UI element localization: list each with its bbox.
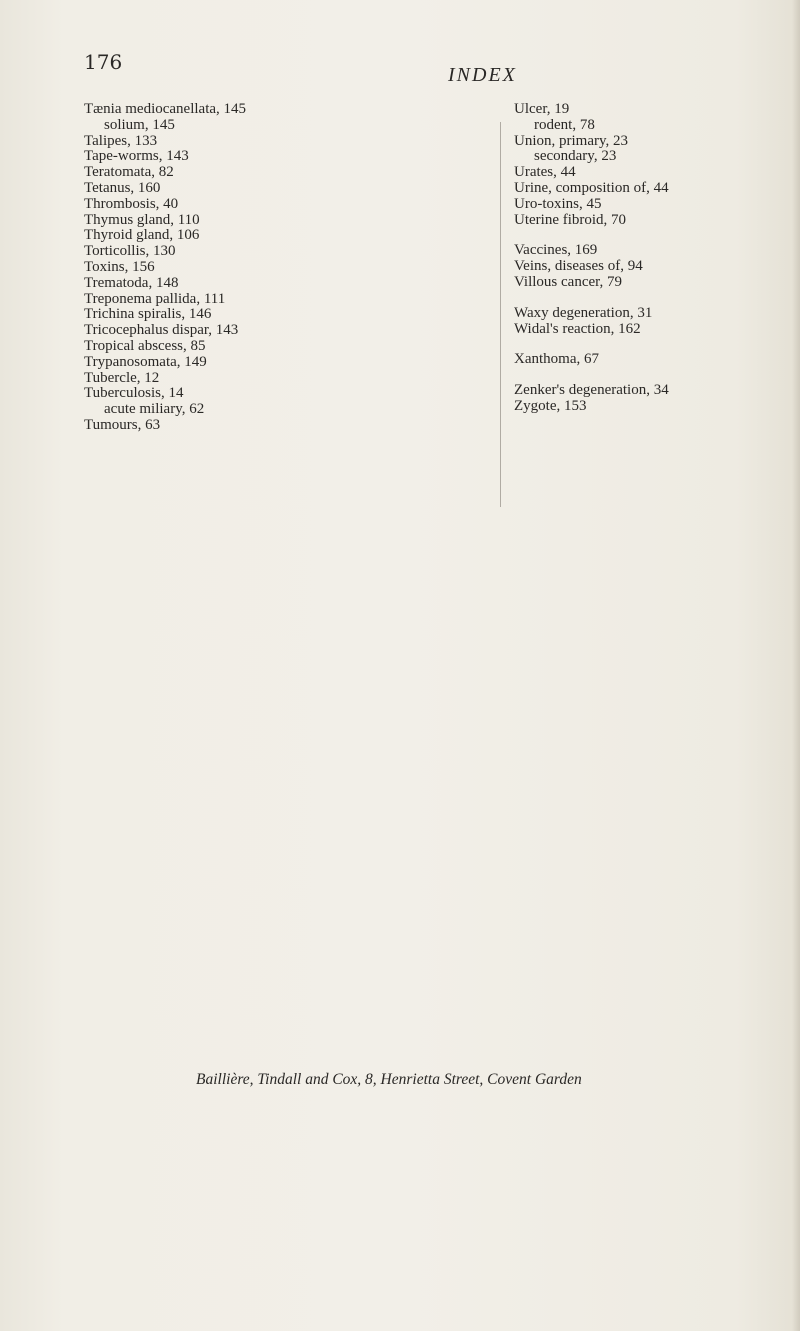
page-edge-shadow xyxy=(792,0,800,1331)
index-entry: Teratomata, 82 xyxy=(84,164,174,181)
index-subentry: acute miliary, 62 xyxy=(104,401,205,418)
index-entry: Trypanosomata, 149 xyxy=(84,353,207,370)
index-column-right xyxy=(514,102,774,415)
index-entry: Tumours, 63 xyxy=(84,416,161,433)
index-entry: Urates, 44 xyxy=(514,164,576,181)
index-entry: Ulcer, 19 xyxy=(514,101,570,117)
column-divider-rule xyxy=(500,122,501,507)
index-subentry: solium, 145 xyxy=(104,116,175,133)
index-entry: Uterine fibroid, 70 xyxy=(514,211,627,228)
index-column-left xyxy=(84,102,384,434)
index-entry: Tropical abscess, 85 xyxy=(84,337,206,354)
index-entry: Union, primary, 23 xyxy=(514,132,629,149)
index-subentry: secondary, 23 xyxy=(534,148,617,165)
index-entry: Widal's reaction, 162 xyxy=(514,320,641,337)
index-entry: Tricocephalus dispar, 143 xyxy=(84,322,239,339)
index-entry: Zygote, 153 xyxy=(514,397,587,414)
publisher-imprint: Baillière, Tindall and Cox, 8, Henrietta Street, Covent Garden xyxy=(196,1071,582,1088)
index-entry: Uro-toxins, 45 xyxy=(514,195,602,212)
index-entry: Tænia mediocanellata, 145 xyxy=(84,101,247,117)
index-entry: Tuberculosis, 14 xyxy=(84,385,184,402)
index-entry: Trichina spiralis, 146 xyxy=(84,306,212,323)
letter-group-gap xyxy=(514,291,774,306)
index-entry: Thymus gland, 110 xyxy=(84,211,200,228)
index-entry: Thyroid gland, 106 xyxy=(84,227,200,244)
index-entry: Toxins, 156 xyxy=(84,258,155,275)
index-subentry: rodent, 78 xyxy=(534,116,595,133)
index-entry: Xanthoma, 67 xyxy=(514,351,599,368)
index-entry: Veins, diseases of, 94 xyxy=(514,258,643,275)
index-entry: Treponema pallida, 111 xyxy=(84,290,226,307)
index-entry: Thrombosis, 40 xyxy=(84,195,179,212)
running-head: INDEX xyxy=(448,64,517,86)
index-entry: Vaccines, 169 xyxy=(514,242,598,259)
index-entry: Tape-worms, 143 xyxy=(84,148,189,165)
letter-group-gap xyxy=(514,368,774,383)
index-entry: Tetanus, 160 xyxy=(84,179,161,196)
index-entry: Urine, composition of, 44 xyxy=(514,179,669,196)
index-entry: Zenker's degeneration, 34 xyxy=(514,382,669,399)
index-entry: Tubercle, 12 xyxy=(84,369,160,386)
index-entry: Waxy degeneration, 31 xyxy=(514,304,653,321)
index-entry: Villous cancer, 79 xyxy=(514,273,623,290)
index-entry: Talipes, 133 xyxy=(84,132,158,149)
index-entry: Torticollis, 130 xyxy=(84,243,176,260)
page-number: 176 xyxy=(84,50,123,74)
index-entry: Trematoda, 148 xyxy=(84,274,179,291)
letter-group-gap xyxy=(514,228,774,243)
letter-group-gap xyxy=(514,337,774,352)
